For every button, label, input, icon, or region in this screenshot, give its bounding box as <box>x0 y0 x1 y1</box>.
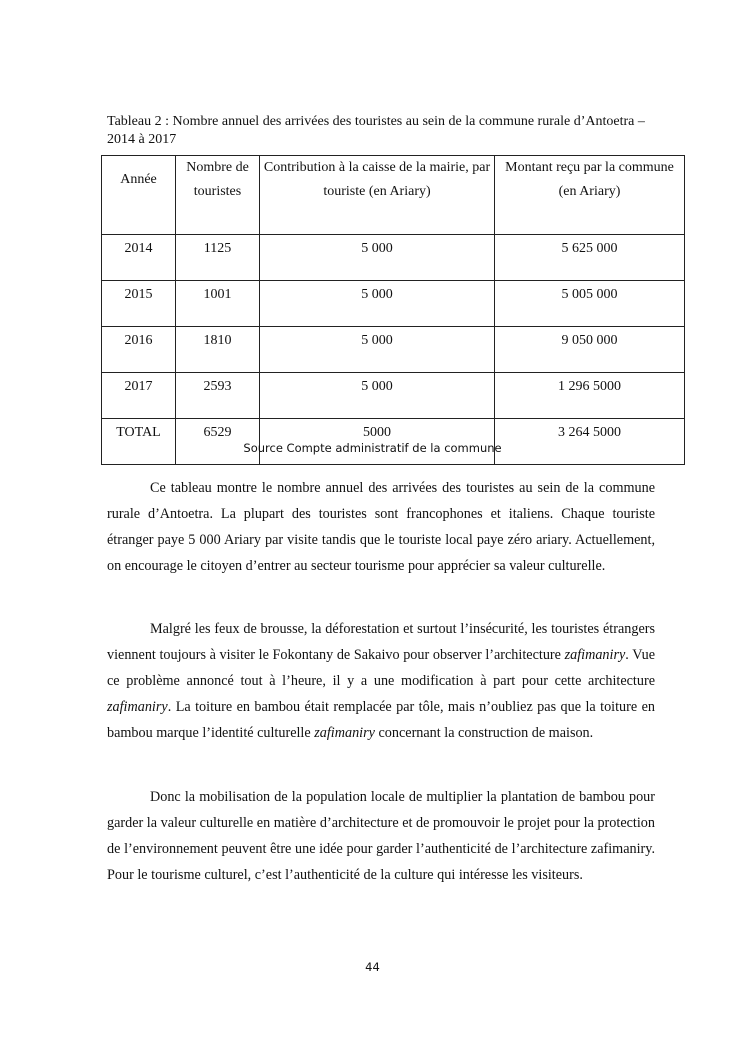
table-row <box>102 373 685 419</box>
cell-montant: 5 625 000 <box>495 235 685 281</box>
cell-nombre: 6529 <box>176 419 260 465</box>
cell-contribution: 5 000 <box>260 373 495 419</box>
header-annee: Année <box>102 156 176 235</box>
cell-contribution: 5 000 <box>260 281 495 327</box>
table-row <box>102 327 685 373</box>
tourist-arrivals-table <box>101 155 685 465</box>
header-contribution: Contribution à la caisse de la mairie, par touriste (en Ariary) <box>260 156 495 235</box>
paragraph-1: Ce tableau montre le nombre annuel des arrivées des touristes au sein de la commune rurale d’Antoetra. La plupart des touristes sont francophones et italiens. Chaque touriste étranger paye 5 000 Ariary par visite tandis que le touriste local paye zéro ariary. Actuellement, on encourage le citoyen d’entrer au secteur tourisme pour apprécier sa valeur culturelle. <box>107 480 655 574</box>
cell-montant: 9 050 000 <box>495 327 685 373</box>
cell-annee: 2017 <box>102 373 176 419</box>
table-header-row <box>102 156 685 235</box>
cell-annee: 2016 <box>102 327 176 373</box>
table-row <box>102 235 685 281</box>
cell-contribution: 5 000 <box>260 327 495 373</box>
cell-annee: 2014 <box>102 235 176 281</box>
paragraph-2: Malgré les feux de brousse, la déforestation et surtout l’insécurité, les touristes étrangers viennent toujours à visiter le Fokontany de Sakaivo pour observer l’architecture zafimaniry. Vue ce problème annoncé tout à l’heure, il y a une modification à part pour cette architecture zafimaniry. La toiture en bambou était remplacée par tôle, mais n’oubliez pas que la toiture en bambou marque l’identité culturelle zafimaniry concernant la construction de maison. <box>107 621 655 741</box>
table-row <box>102 281 685 327</box>
table-caption: Tableau 2 : Nombre annuel des arrivées des touristes au sein de la commune rurale d’Antoetra – 2014 à 2017 <box>107 114 645 147</box>
cell-montant: 3 264 5000 <box>495 419 685 465</box>
cell-annee: TOTAL <box>102 419 176 465</box>
cell-nombre: 1810 <box>176 327 260 373</box>
cell-contribution: 5 000 <box>260 235 495 281</box>
cell-montant: 1 296 5000 <box>495 373 685 419</box>
page-number: 44 <box>365 960 380 974</box>
cell-nombre: 2593 <box>176 373 260 419</box>
cell-nombre: 1125 <box>176 235 260 281</box>
table-source: Source Compte administratif de la commune <box>243 441 502 455</box>
cell-montant: 5 005 000 <box>495 281 685 327</box>
header-nombre-touristes: Nombre de touristes <box>176 156 260 235</box>
header-montant-recu: Montant reçu par la commune (en Ariary) <box>495 156 685 235</box>
cell-nombre: 1001 <box>176 281 260 327</box>
cell-contribution: 5000 <box>260 419 495 465</box>
cell-annee: 2015 <box>102 281 176 327</box>
paragraph-3: Donc la mobilisation de la population locale de multiplier la plantation de bambou pour garder la valeur culturelle en matière d’architecture et de promouvoir le projet pour la protection de l’environnement peuvent être une idée pour garder l’authenticité de l’architecture zafimaniry. Pour le tourisme culturel, c’est l’authenticité de la culture qui intéresse les visiteurs. <box>107 789 655 883</box>
